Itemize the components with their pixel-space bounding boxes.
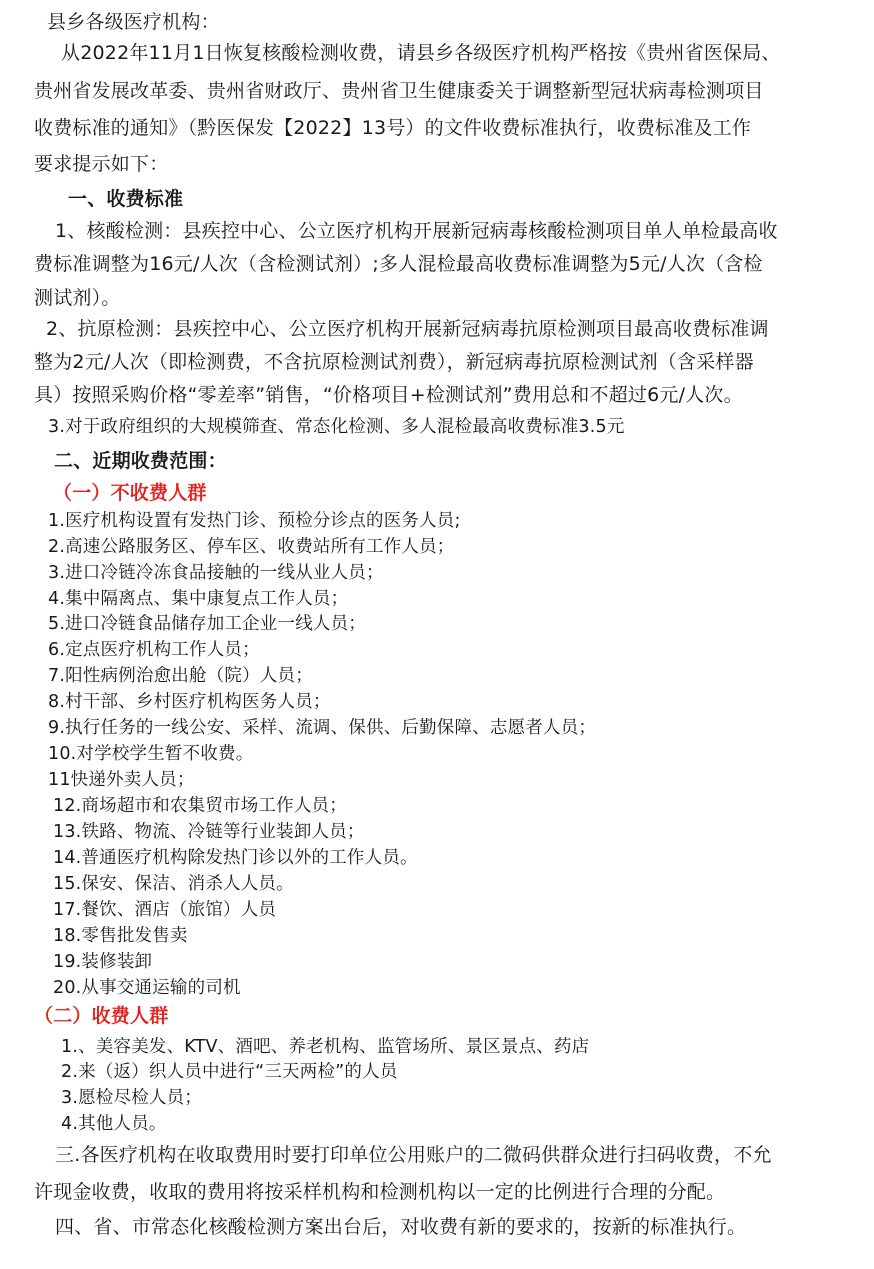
list-item: 17.餐饮、酒店（旅馆）人员 — [53, 900, 277, 920]
paid-group-heading: （二）收费人群 — [34, 1005, 169, 1027]
list-item: 2.高速公路服务区、停车区、收费站所有工作人员； — [48, 537, 455, 557]
section3-line: 许现金收费，收取的费用将按采样机构和检测机构以一定的比例进行合理的分配。 — [34, 1181, 726, 1203]
fee-item-line: 费标准调整为16元/人次（含检测试剂）;多人混检最高收费标准调整为5元/人次（含检 — [34, 253, 763, 275]
list-item: 13.铁路、物流、冷链等行业装卸人员； — [53, 822, 365, 842]
list-item: 7.阳性病例治愈出舱（院）人员； — [48, 666, 313, 686]
list-item: 20.从事交通运输的司机 — [53, 978, 241, 998]
list-item: 3.进口冷链冷冻食品接触的一线从业人员； — [48, 563, 384, 583]
list-item: 2.来（返）织人员中进行“三天两检”的人员 — [61, 1062, 398, 1082]
list-item: 19.装修装卸 — [53, 952, 153, 972]
list-item: 10.对学校学生暂不收费。 — [48, 744, 254, 764]
list-item: 3.愿检尽检人员； — [61, 1088, 202, 1108]
list-item: 8.村干部、乡村医疗机构医务人员； — [48, 692, 331, 712]
list-item: 9.执行任务的一线公安、采样、流调、保供、后勤保障、志愿者人员； — [48, 718, 597, 738]
list-item: 6.定点医疗机构工作人员； — [48, 640, 260, 660]
fee-item-line: 1、核酸检测：县疾控中心、公立医疗机构开展新冠病毒核酸检测项目单人单检最高收 — [55, 220, 778, 242]
list-item: 12.商场超市和农集贸市场工作人员； — [53, 796, 347, 816]
fee-item-line: 整为2元/人次（即检测费，不含抗原检测试剂费），新冠病毒抗原检测试剂（含采样器 — [34, 351, 754, 373]
free-group-heading: （一）不收费人群 — [53, 482, 207, 504]
fee-item-mass-screening: 3.对于政府组织的大规模筛查、常态化检测、多人混检最高收费标准3.5元 — [48, 417, 625, 437]
list-item: 4.其他人员。 — [61, 1114, 167, 1134]
addressee: 县乡各级医疗机构： — [47, 11, 220, 33]
intro-line: 贵州省发展改革委、贵州省财政厅、贵州省卫生健康委关于调整新型冠状病毒检测项目 — [34, 80, 764, 102]
list-item: 14.普通医疗机构除发热门诊以外的工作人员。 — [53, 848, 418, 868]
intro-line: 从2022年11月1日恢复核酸检测收费，请县乡各级医疗机构严格按《贵州省医保局、 — [61, 42, 781, 64]
section1-heading: 一、收费标准 — [68, 188, 184, 210]
fee-item-line: 2、抗原检测：县疾控中心、公立医疗机构开展新冠病毒抗原检测项目最高收费标准调 — [46, 318, 769, 340]
list-item: 11快递外卖人员； — [48, 770, 195, 790]
section3-line: 三.各医疗机构在收取费用时要打印单位公用账户的二微码供群众进行扫码收费，不允 — [55, 1144, 772, 1166]
list-item: 1.医疗机构设置有发热门诊、预检分诊点的医务人员; — [48, 511, 461, 531]
list-item: 18.零售批发售卖 — [53, 926, 188, 946]
section4-paragraph: 四、省、市常态化核酸检测方案出台后，对收费有新的要求的，按新的标准执行。 — [55, 1216, 747, 1238]
fee-item-line: 测试剂）。 — [34, 287, 121, 309]
list-item: 5.进口冷链食品储存加工企业一线人员； — [48, 614, 366, 634]
list-item: 4.集中隔离点、集中康复点工作人员； — [48, 589, 349, 609]
list-item: 1.、美容美发、KTV、酒吧、养老机构、监管场所、景区景点、药店 — [61, 1037, 590, 1057]
list-item: 15.保安、保洁、消杀人人员。 — [53, 874, 294, 894]
intro-line: 收费标准的通知》（黔医保发【2022】13号）的文件收费标准执行，收费标准及工作 — [34, 117, 752, 139]
fee-item-line: 具）按照采购价格“零差率”销售，“价格项目+检测试剂”费用总和不超过6元/人次。 — [34, 384, 743, 406]
intro-line: 要求提示如下： — [34, 153, 169, 175]
section2-heading: 二、近期收费范围： — [54, 450, 227, 472]
